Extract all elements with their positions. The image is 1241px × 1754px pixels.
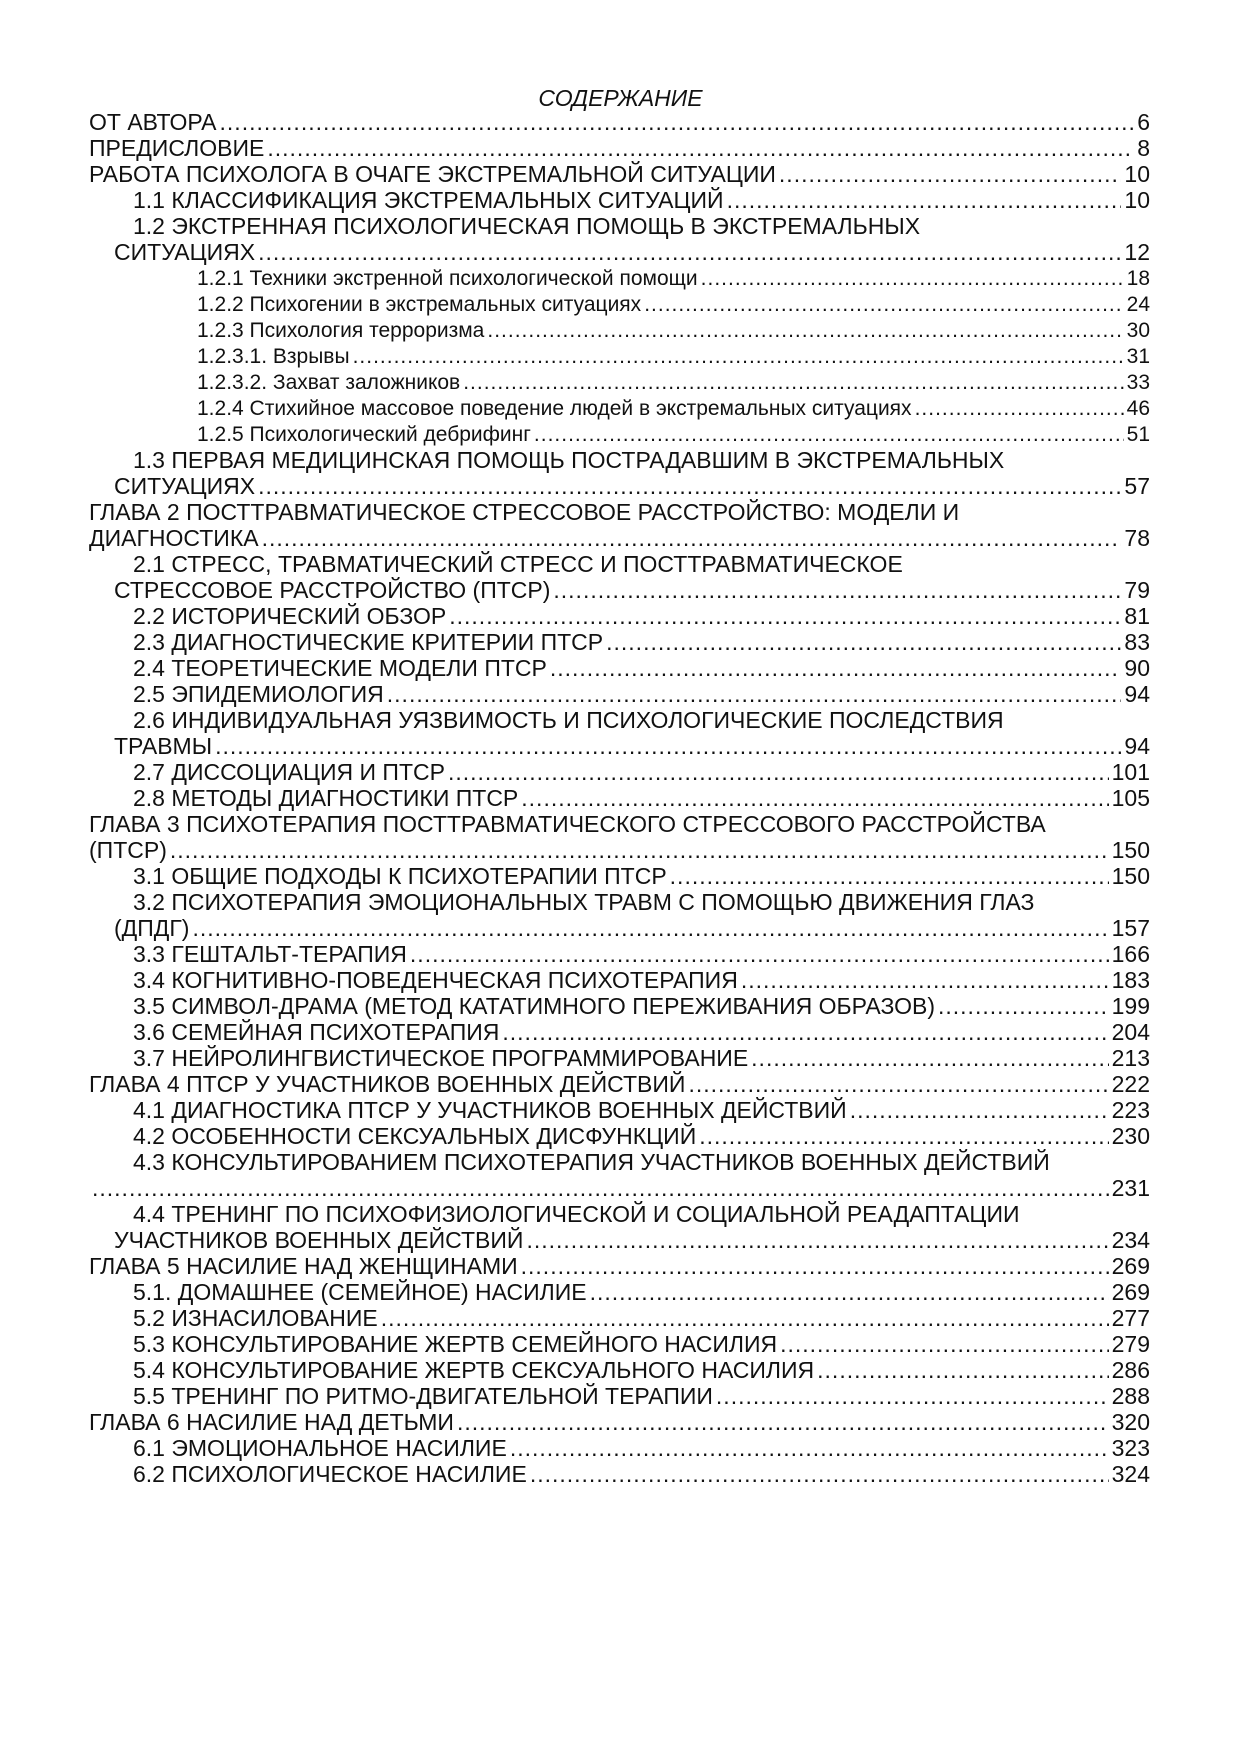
toc-entry[interactable] — [197, 264, 1150, 293]
toc-page-number: 83 — [1124, 629, 1150, 655]
toc-page-number: 279 — [1111, 1331, 1150, 1357]
toc-entry-title: 5.5 ТРЕНИНГ ПО РИТМО-ДВИГАТЕЛЬНОЙ ТЕРАПИИ — [133, 1383, 713, 1409]
toc-dot-leader — [258, 472, 1121, 501]
toc-page-number: 6 — [1137, 109, 1150, 135]
toc-page-number: 269 — [1111, 1253, 1150, 1279]
toc-entry[interactable] — [133, 1356, 1150, 1385]
toc-page-number: 31 — [1126, 345, 1150, 368]
toc-entry[interactable] — [133, 628, 1150, 657]
toc-page-number: 288 — [1111, 1383, 1150, 1409]
toc-entry-title: СИТУАЦИЯХ — [114, 473, 256, 499]
toc-dot-leader — [670, 862, 1109, 891]
toc-page-number: 12 — [1124, 239, 1150, 265]
toc-entry[interactable] — [197, 290, 1150, 319]
toc-entry-title: УЧАСТНИКОВ ВОЕННЫХ ДЕЙСТВИЙ — [114, 1227, 524, 1253]
toc-dot-leader — [381, 1304, 1109, 1333]
toc-entry-heading-line: ГЛАВА 3 ПСИХОТЕРАПИЯ ПОСТТРАВМАТИЧЕСКОГО СТРЕССОВОГО РАССТРОЙСТВА — [89, 811, 1046, 837]
toc-dot-leader — [530, 1460, 1109, 1489]
toc-dot-leader — [463, 368, 1123, 397]
toc-dot-leader — [262, 524, 1122, 553]
toc-page-number: 204 — [1111, 1019, 1150, 1045]
toc-dot-leader — [387, 680, 1122, 709]
toc-entry-title: 5.3 КОНСУЛЬТИРОВАНИЕ ЖЕРТВ СЕМЕЙНОГО НАСИЛИЯ — [133, 1331, 778, 1357]
toc-entry[interactable] — [114, 576, 1150, 605]
toc-entry-title: 1.2.3.2. Захват заложников — [197, 371, 461, 394]
toc-dot-leader — [699, 1122, 1108, 1151]
toc-entry[interactable] — [197, 342, 1150, 371]
toc-entry-title: 4.2 ОСОБЕННОСТИ СЕКСУАЛЬНЫХ ДИСФУНКЦИЙ — [133, 1123, 697, 1149]
toc-entry-heading-line: ГЛАВА 2 ПОСТТРАВМАТИЧЕСКОЕ СТРЕССОВОЕ РАССТРОЙСТВО: МОДЕЛИ И — [89, 499, 960, 525]
toc-entry[interactable] — [133, 680, 1150, 709]
toc-entry[interactable] — [133, 1096, 1150, 1125]
toc-entry[interactable] — [133, 1382, 1150, 1411]
toc-dot-leader — [701, 264, 1124, 293]
toc-entry-title: (ПТСР) — [89, 837, 167, 863]
toc-entry[interactable] — [89, 160, 1150, 189]
toc-page-number: 30 — [1126, 319, 1150, 342]
toc-page-number: 150 — [1111, 837, 1150, 863]
toc-entry-title: 4.1 ДИАГНОСТИКА ПТСР У УЧАСТНИКОВ ВОЕННЫХ ДЕЙСТВИЙ — [133, 1097, 847, 1123]
toc-page-number: 213 — [1111, 1045, 1150, 1071]
toc-entry-title: 2.2 ИСТОРИЧЕСКИЙ ОБЗОР — [133, 603, 447, 629]
toc-entry-title: ГЛАВА 4 ПТСР У УЧАСТНИКОВ ВОЕННЫХ ДЕЙСТВИЙ — [89, 1071, 686, 1097]
toc-entry[interactable] — [197, 368, 1150, 397]
toc-dot-leader — [267, 134, 1134, 163]
toc-dot-leader — [192, 914, 1108, 943]
toc-entry-heading-line: 4.4 ТРЕНИНГ ПО ПСИХОФИЗИОЛОГИЧЕСКОЙ И СОЦИАЛЬНОЙ РЕАДАПТАЦИИ — [133, 1201, 1020, 1227]
toc-entry[interactable] — [114, 238, 1150, 267]
toc-page-number: 286 — [1111, 1357, 1150, 1383]
toc-entry-title: 2.5 ЭПИДЕМИОЛОГИЯ — [133, 681, 384, 707]
toc-entry-title: 2.8 МЕТОДЫ ДИАГНОСТИКИ ПТСР — [133, 785, 519, 811]
toc-dot-leader — [170, 836, 1109, 865]
toc-dot-leader — [521, 784, 1108, 813]
toc-dot-leader — [92, 1174, 1109, 1203]
toc-entry-title: 1.2.4 Стихийное массовое поведение людей в экстремальных ситуациях — [197, 397, 912, 420]
toc-dot-leader — [780, 1330, 1109, 1359]
toc-entry[interactable] — [114, 1226, 1150, 1255]
toc-entry[interactable] — [133, 992, 1150, 1021]
toc-dot-leader — [550, 654, 1122, 683]
toc-entry[interactable] — [133, 1044, 1150, 1073]
toc-entry-title: 3.3 ГЕШТАЛЬТ-ТЕРАПИЯ — [133, 941, 407, 967]
toc-entry[interactable] — [89, 524, 1150, 553]
toc-entry-title: 1.2.3 Психология терроризма — [197, 319, 485, 342]
toc-page-number: 18 — [1126, 267, 1150, 290]
toc-entry[interactable] — [197, 316, 1150, 345]
toc-page-number: 231 — [1111, 1175, 1150, 1201]
toc-entry[interactable] — [89, 108, 1150, 137]
toc-dot-leader — [534, 420, 1124, 449]
toc-page-number: 234 — [1111, 1227, 1150, 1253]
toc-entry-title: ПРЕДИСЛОВИЕ — [89, 135, 265, 161]
toc-dot-leader — [644, 290, 1123, 319]
toc-entry-title: 1.2.3.1. Взрывы — [197, 345, 350, 368]
toc-dot-leader — [741, 966, 1109, 995]
toc-entry[interactable] — [133, 1018, 1150, 1047]
toc-entry-title: (ДПДГ) — [114, 915, 190, 941]
toc-entry-title: 2.4 ТЕОРЕТИЧЕСКИЕ МОДЕЛИ ПТСР — [133, 655, 547, 681]
toc-entry-title: 5.1. ДОМАШНЕЕ (СЕМЕЙНОЕ) НАСИЛИЕ — [133, 1279, 587, 1305]
toc-entry-title: 6.1 ЭМОЦИОНАЛЬНОЕ НАСИЛИЕ — [133, 1435, 507, 1461]
toc-dot-leader — [502, 1018, 1108, 1047]
toc-entry-title: 3.1 ОБЩИЕ ПОДХОДЫ К ПСИХОТЕРАПИИ ПТСР — [133, 863, 667, 889]
toc-entry-title: ГЛАВА 5 НАСИЛИЕ НАД ЖЕНЩИНАМИ — [89, 1253, 518, 1279]
toc-entry[interactable] — [89, 1070, 1150, 1099]
toc-entry[interactable] — [133, 1434, 1150, 1463]
toc-dot-leader — [606, 628, 1121, 657]
toc-entry[interactable] — [133, 186, 1150, 215]
toc-page-number: 81 — [1124, 603, 1150, 629]
toc-page-number: 51 — [1126, 423, 1150, 446]
toc-entry[interactable] — [133, 602, 1150, 631]
toc-entry[interactable] — [89, 1174, 1150, 1203]
toc-page-number: 324 — [1111, 1461, 1150, 1487]
toc-entry[interactable] — [133, 940, 1150, 969]
toc-entry-title: 5.4 КОНСУЛЬТИРОВАНИЕ ЖЕРТВ СЕКСУАЛЬНОГО НАСИЛИЯ — [133, 1357, 815, 1383]
toc-entry[interactable] — [133, 784, 1150, 813]
toc-entry-heading-line: 1.2 ЭКСТРЕННАЯ ПСИХОЛОГИЧЕСКАЯ ПОМОЩЬ В ЭКСТРЕМАЛЬНЫХ — [133, 213, 921, 239]
toc-entry[interactable] — [133, 1278, 1150, 1307]
toc-dot-leader — [716, 1382, 1109, 1411]
toc-dot-leader — [751, 1044, 1108, 1073]
toc-page-number: 222 — [1111, 1071, 1150, 1097]
toc-page-number: 46 — [1126, 397, 1150, 420]
toc-dot-leader — [448, 758, 1109, 787]
toc-page-number: 223 — [1111, 1097, 1150, 1123]
toc-entry[interactable] — [133, 862, 1150, 891]
toc-dot-leader — [510, 1434, 1109, 1463]
toc-page-number: 33 — [1126, 371, 1150, 394]
toc-page-number: 320 — [1111, 1409, 1150, 1435]
toc-entry[interactable] — [89, 1408, 1150, 1437]
toc-dot-leader — [353, 342, 1124, 371]
toc-entry[interactable] — [133, 966, 1150, 995]
toc-page-number: 183 — [1111, 967, 1150, 993]
toc-entry-title: 2.3 ДИАГНОСТИЧЕСКИЕ КРИТЕРИИ ПТСР — [133, 629, 604, 655]
toc-entry-title: ДИАГНОСТИКА — [89, 525, 259, 551]
toc-entry-title: СТРЕССОВОЕ РАССТРОЙСТВО (ПТСР) — [114, 577, 551, 603]
toc-entry[interactable] — [133, 1330, 1150, 1359]
toc-dot-leader — [590, 1278, 1109, 1307]
toc-page-number: 323 — [1111, 1435, 1150, 1461]
toc-page-number: 24 — [1126, 293, 1150, 316]
toc-entry-title: 3.4 КОГНИТИВНО-ПОВЕДЕНЧЕСКАЯ ПСИХОТЕРАПИЯ — [133, 967, 738, 993]
toc-entry-title: ТРАВМЫ — [114, 733, 213, 759]
toc-entry[interactable] — [197, 420, 1150, 449]
toc-entry[interactable] — [133, 654, 1150, 683]
toc-dot-leader — [553, 576, 1121, 605]
toc-page-number: 10 — [1124, 161, 1150, 187]
toc-page-number: 269 — [1111, 1279, 1150, 1305]
toc-page-number: 90 — [1124, 655, 1150, 681]
toc-page-number: 277 — [1111, 1305, 1150, 1331]
toc-entry-title: 2.7 ДИССОЦИАЦИЯ И ПТСР — [133, 759, 445, 785]
toc-title: СОДЕРЖАНИЕ — [538, 85, 703, 111]
toc-entry[interactable] — [133, 1460, 1150, 1489]
toc-entry-title: 3.5 СИМВОЛ-ДРАМА (МЕТОД КАТАТИМНОГО ПЕРЕЖИВАНИЯ ОБРАЗОВ) — [133, 993, 935, 1019]
toc-entry[interactable] — [114, 472, 1150, 501]
toc-dot-leader — [457, 1408, 1109, 1437]
toc-page-number: 8 — [1137, 135, 1150, 161]
toc-dot-leader — [521, 1252, 1109, 1281]
toc-entry-title: 1.2.5 Психологический дебрифинг — [197, 423, 531, 446]
toc-entry-heading-line: 4.3 КОНСУЛЬТИРОВАНИЕМ ПСИХОТЕРАПИЯ УЧАСТНИКОВ ВОЕННЫХ ДЕЙСТВИЙ — [133, 1149, 1050, 1175]
toc-page-number: 157 — [1111, 915, 1150, 941]
toc-entry-title: 3.6 СЕМЕЙНАЯ ПСИХОТЕРАПИЯ — [133, 1019, 500, 1045]
toc-entry[interactable] — [89, 836, 1150, 865]
toc-entry-title: РАБОТА ПСИХОЛОГА В ОЧАГЕ ЭКСТРЕМАЛЬНОЙ СИТУАЦИИ — [89, 161, 776, 187]
toc-entry-heading-line: 3.2 ПСИХОТЕРАПИЯ ЭМОЦИОНАЛЬНЫХ ТРАВМ С ПОМОЩЬЮ ДВИЖЕНИЯ ГЛАЗ — [133, 889, 1035, 915]
toc-dot-leader — [449, 602, 1121, 631]
toc-dot-leader — [779, 160, 1121, 189]
toc-entry[interactable] — [114, 914, 1150, 943]
toc-entry-heading-line: 2.6 ИНДИВИДУАЛЬНАЯ УЯЗВИМОСТЬ И ПСИХОЛОГИЧЕСКИЕ ПОСЛЕДСТВИЯ — [133, 707, 1004, 733]
toc-entry[interactable] — [133, 1304, 1150, 1333]
toc-dot-leader — [410, 940, 1109, 969]
toc-dot-leader — [258, 238, 1121, 267]
toc-entry[interactable] — [133, 1122, 1150, 1151]
toc-entry-title: 5.2 ИЗНАСИЛОВАНИЕ — [133, 1305, 378, 1331]
toc-dot-leader — [850, 1096, 1109, 1125]
toc-page-number: 105 — [1111, 785, 1150, 811]
toc-entry-title: 6.2 ПСИХОЛОГИЧЕСКОЕ НАСИЛИЕ — [133, 1461, 527, 1487]
toc-entry[interactable] — [133, 758, 1150, 787]
toc-entry[interactable] — [114, 732, 1150, 761]
toc-entry[interactable] — [89, 1252, 1150, 1281]
toc-dot-leader — [215, 732, 1121, 761]
toc-dot-leader — [938, 992, 1109, 1021]
toc-entry-title: 3.7 НЕЙРОЛИНГВИСТИЧЕСКОЕ ПРОГРАММИРОВАНИЕ — [133, 1045, 749, 1071]
toc-page-number: 166 — [1111, 941, 1150, 967]
toc-entry-heading-line: 1.3 ПЕРВАЯ МЕДИЦИНСКАЯ ПОМОЩЬ ПОСТРАДАВШИМ В ЭКСТРЕМАЛЬНЫХ — [133, 447, 1005, 473]
toc-dot-leader — [727, 186, 1122, 215]
toc-page-number: 150 — [1111, 863, 1150, 889]
toc-page-number: 230 — [1111, 1123, 1150, 1149]
toc-dot-leader — [220, 108, 1135, 137]
toc-dot-leader — [487, 316, 1123, 345]
toc-page-number: 78 — [1124, 525, 1150, 551]
toc-entry-title: ОТ АВТОРА — [89, 109, 217, 135]
toc-page-number: 94 — [1124, 733, 1150, 759]
toc-page-number: 101 — [1111, 759, 1150, 785]
toc-entry-title: СИТУАЦИЯХ — [114, 239, 256, 265]
toc-page-number: 57 — [1124, 473, 1150, 499]
toc-entry-heading-line: 2.1 СТРЕСС, ТРАВМАТИЧЕСКИЙ СТРЕСС И ПОСТТРАВМАТИЧЕСКОЕ — [133, 551, 903, 577]
toc-entry[interactable] — [89, 134, 1150, 163]
toc-page-number: 94 — [1124, 681, 1150, 707]
toc-entry[interactable] — [197, 394, 1150, 423]
toc-page-number: 199 — [1111, 993, 1150, 1019]
toc-dot-leader — [526, 1226, 1108, 1255]
toc-page-number: 79 — [1124, 577, 1150, 603]
toc-entry-title: ГЛАВА 6 НАСИЛИЕ НАД ДЕТЬМИ — [89, 1409, 454, 1435]
toc-entry-title: 1.1 КЛАССИФИКАЦИЯ ЭКСТРЕМАЛЬНЫХ СИТУАЦИЙ — [133, 187, 724, 213]
toc-entry-title: 1.2.2 Психогении в экстремальных ситуациях — [197, 293, 642, 316]
toc-dot-leader — [817, 1356, 1108, 1385]
toc-page-number: 10 — [1124, 187, 1150, 213]
toc-dot-leader — [688, 1070, 1108, 1099]
toc-dot-leader — [915, 394, 1124, 423]
toc-entry-title: 1.2.1 Техники экстренной психологической помощи — [197, 267, 698, 290]
